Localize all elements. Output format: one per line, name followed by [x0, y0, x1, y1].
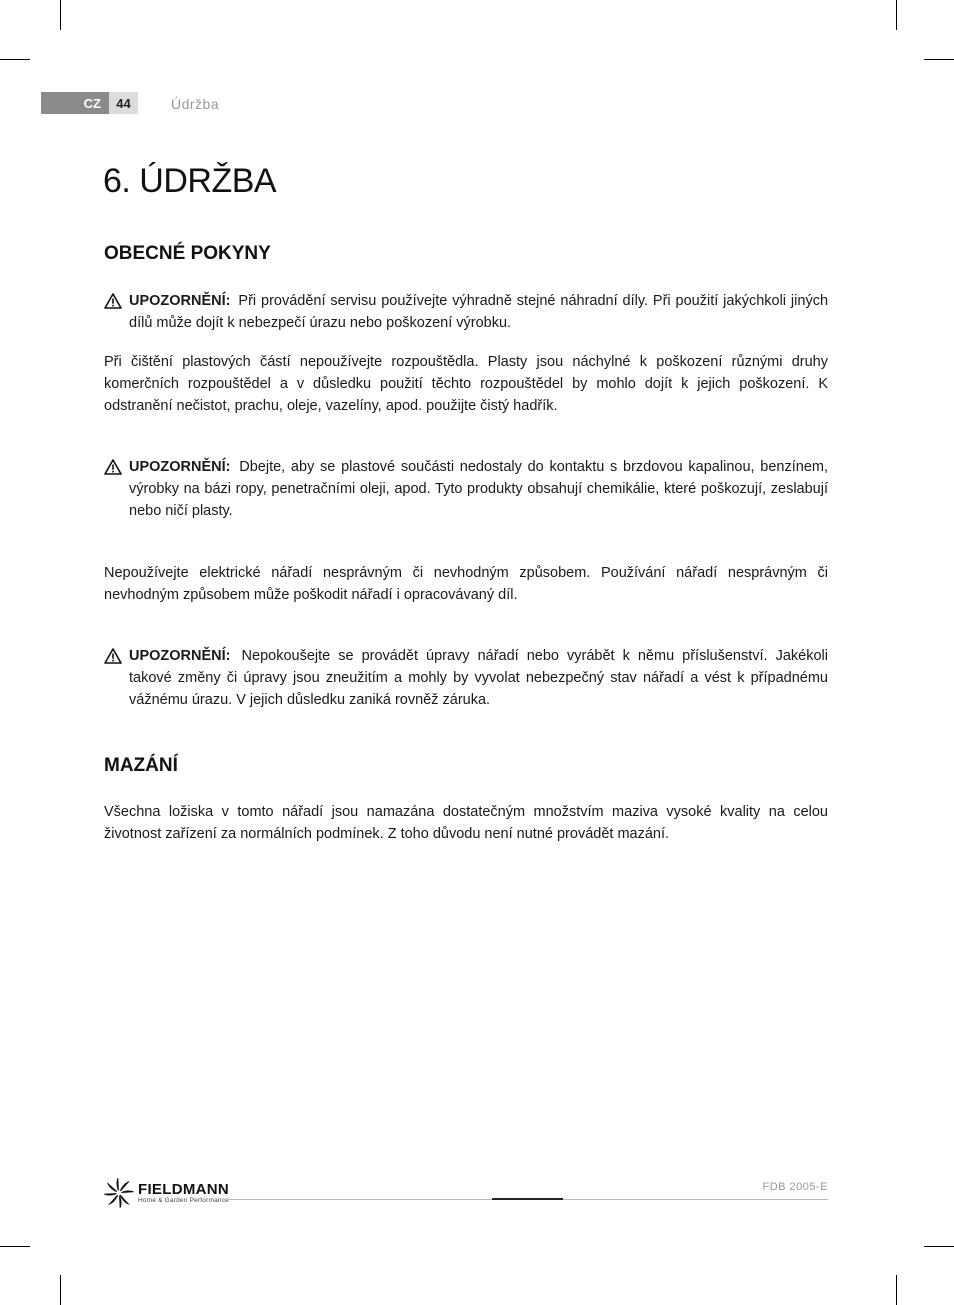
crop-mark	[60, 0, 61, 30]
brand-tagline: Home & Garden Performance	[138, 1196, 229, 1204]
section-heading-lubrication: MAZÁNÍ	[104, 755, 178, 776]
fieldmann-pinwheel-icon	[104, 1178, 134, 1208]
warning-block-1	[104, 290, 828, 334]
crop-mark	[896, 1275, 897, 1305]
crop-mark	[0, 59, 30, 60]
page-number: 44	[109, 92, 138, 114]
page-title: 6. ÚDRŽBA	[103, 162, 277, 200]
warning-label: UPOZORNĚNÍ:	[129, 648, 231, 664]
header-section-name: Údržba	[171, 96, 220, 112]
crop-mark	[60, 1275, 61, 1305]
warning-text: Dbejte, aby se plastové součásti nedostaly do kontaktu s brzdovou kapalinou, benzínem, výrobky na bázi ropy, penetračními oleji, apod. Tyto produkty obsahují chemikálie, které poškozují, zeslabují nebo ničí plasty.	[129, 459, 828, 519]
warning-text: Nepokoušejte se provádět úpravy nářadí nebo vyrábět k němu příslušenství. Jakékoli takové změny či úpravy jsou zneužitím a mohly by vyvolat nebezpečný stav nářadí a vést k případnému vážnému úrazu. V jejich důsledku zaniká rovněž záruka.	[129, 648, 828, 708]
warning-label: UPOZORNĚNÍ:	[129, 293, 231, 309]
model-number: FDB 2005-E	[762, 1181, 828, 1193]
crop-mark	[0, 1246, 30, 1247]
language-code: CZ	[41, 92, 109, 114]
warning-triangle-icon	[104, 459, 122, 475]
warning-triangle-icon	[104, 293, 122, 309]
paragraph-misuse: Nepoužívejte elektrické nářadí nesprávným či nevhodným způsobem. Používání nářadí nesprávným či nevhodným způsobem může poškodit nářadí i opracovávaný díl.	[104, 565, 828, 603]
section-heading-general: OBECNÉ POKYNY	[104, 243, 271, 264]
warning-text: Při provádění servisu používejte výhradně stejné náhradní díly. Při použití jakýchkoli jiných dílů může dojít k nebezpečí úrazu nebo poškození výrobku.	[129, 293, 829, 331]
warning-block-3	[104, 645, 828, 711]
crop-mark	[924, 59, 954, 60]
brand-name: FIELDMANN	[138, 1180, 230, 1198]
footer-rule-accent	[492, 1198, 563, 1200]
paragraph-cleaning: Při čištění plastových částí nepoužívejte rozpouštědla. Plasty jsou náchylné k poškození různými druhy komerčních rozpouštědel a v důsledku použití těchto rozpouštědel by mohlo dojít k jejich poškození. K odstranění nečistot, prachu, oleje, vazelíny, apod. použijte čistý hadřík.	[104, 354, 828, 414]
warning-label: UPOZORNĚNÍ:	[129, 459, 231, 475]
paragraph-lubrication: Všechna ložiska v tomto nářadí jsou namazána dostatečným množstvím maziva vysoké kvality na celou životnost zařízení za normálních podmínek. Z toho důvodu není nutné provádět mazání.	[104, 804, 828, 842]
warning-triangle-icon	[104, 648, 122, 664]
brand-logo	[104, 1178, 229, 1208]
page-header-tab	[41, 92, 138, 114]
warning-block-2	[104, 456, 828, 522]
crop-mark	[896, 0, 897, 30]
crop-mark	[924, 1246, 954, 1247]
